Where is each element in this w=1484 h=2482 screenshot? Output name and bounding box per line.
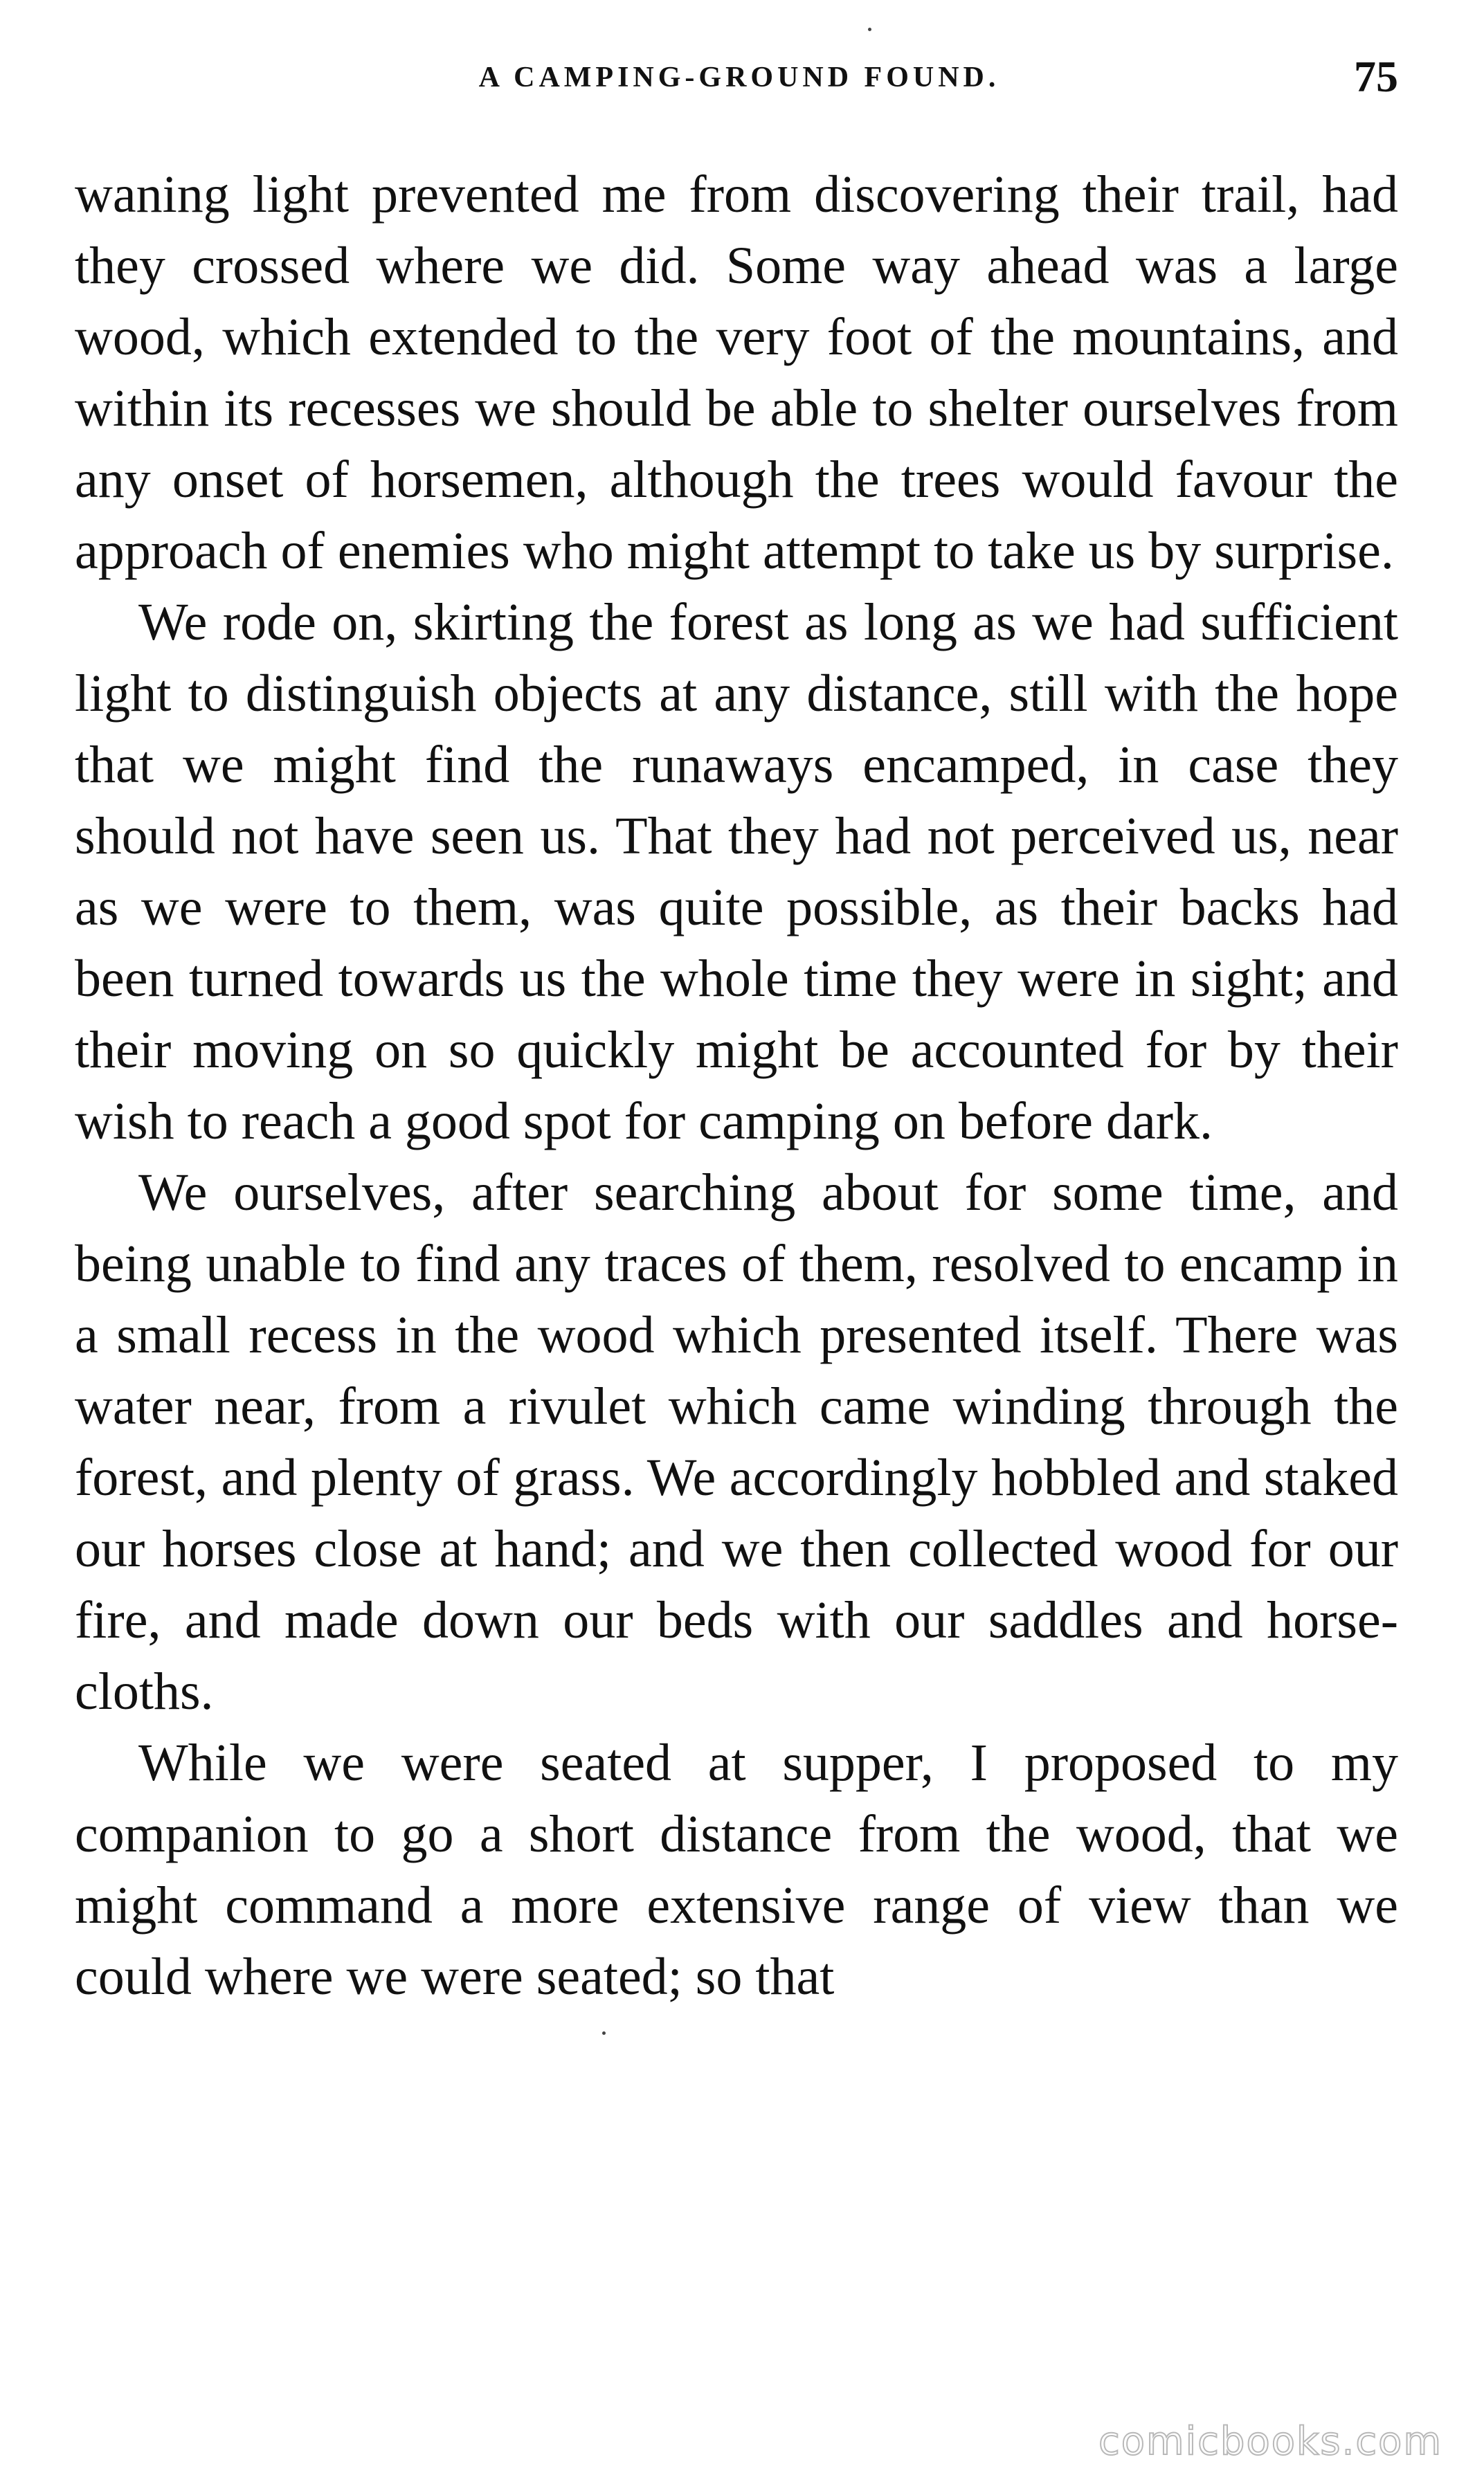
- watermark: comicbooks.com: [1098, 2419, 1442, 2464]
- body-text: [75, 159, 1398, 2013]
- paragraph-2: We rode on, skirting the forest as long as we had sufficient light to distinguish objects at any distance, still with the hope that we might find the runaways encamped, in case they should not have seen us. That they had not perceived us, near as we were to them, was quite possible, as their backs had been turned towards us the whole time they were in sight; and their moving on so quickly might be accounted for by their wish to reach a good spot for camping on before dark.: [75, 593, 1398, 1150]
- paragraph-4: While we were seated at supper, I proposed to my companion to go a short distance from the wood, that we might command a more extensive range of view than we could where we were seated; so that: [75, 1734, 1398, 2006]
- paragraph-3: We ourselves, after searching about for some time, and being unable to find any traces of them, resolved to encamp in a small recess in the wood which presented itself. There was water near, from a rivulet which came winding through the forest, and plenty of grass. We accordingly hobbled and staked our horses close at hand; and we then collected wood for our fire, and made down our beds with our saddles and horse-cloths.: [75, 1163, 1398, 1721]
- print-speck: [868, 28, 871, 31]
- running-title: A CAMPING-GROUND FOUND.: [478, 62, 1000, 93]
- page-number: 75: [1354, 52, 1398, 101]
- running-head: [75, 48, 1404, 125]
- print-speck: [602, 2031, 606, 2035]
- paragraph-1: waning light prevented me from discovering their trail, had they crossed where we did. Some way ahead was a large wood, which extended to the very foot of the mountains, and within its recesses we should be able to shelter ourselves from any onset of horsemen, although the trees would favour the approach of enemies who might attempt to take us by surprise.: [75, 165, 1398, 580]
